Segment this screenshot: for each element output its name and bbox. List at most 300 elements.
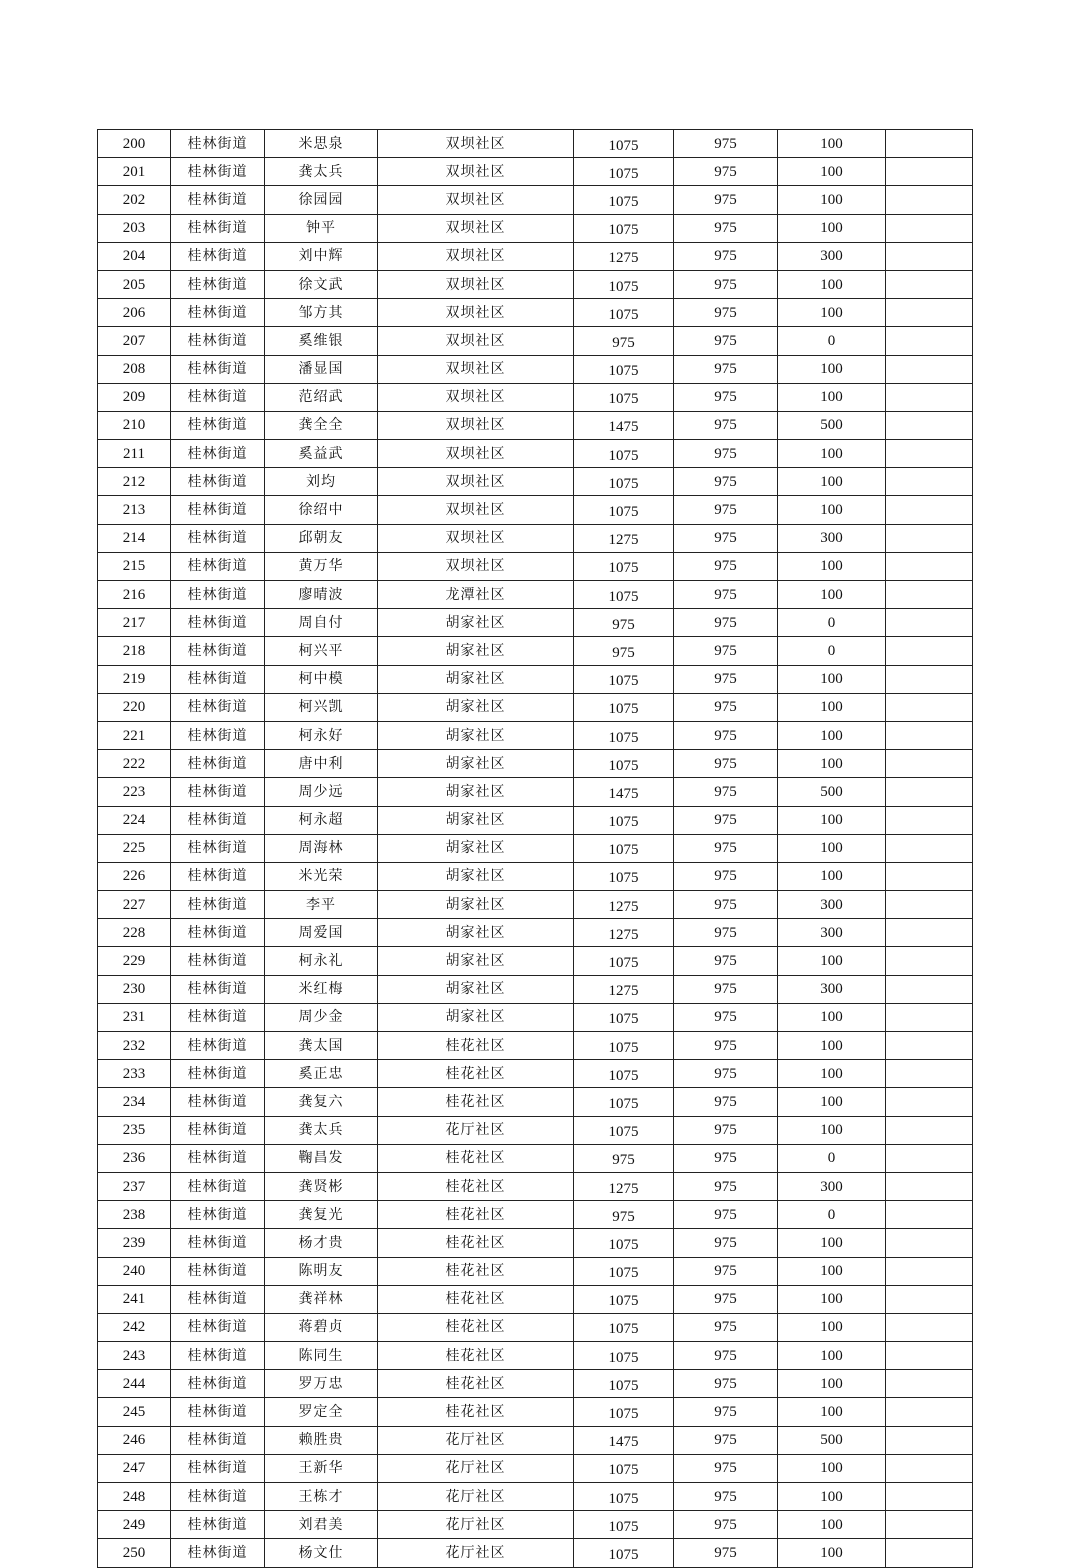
extra-amount-cell: 100 [778,721,886,749]
street-cell: 桂林街道 [171,581,265,609]
name-cell: 柯兴凯 [265,693,378,721]
base-amount-cell: 975 [674,355,778,383]
name-cell: 钟平 [265,214,378,242]
table-row [98,975,973,1003]
street-cell: 桂林街道 [171,383,265,411]
name-cell: 赖胜贵 [265,1426,378,1454]
street-cell: 桂林街道 [171,609,265,637]
remark-cell [886,806,973,834]
base-amount-cell: 975 [674,214,778,242]
community-cell: 桂花社区 [378,1370,574,1398]
street-cell: 桂林街道 [171,214,265,242]
remark-cell [886,440,973,468]
name-cell: 邹方其 [265,299,378,327]
community-cell: 胡家社区 [378,919,574,947]
total-amount-cell: 1075 [574,1285,674,1313]
total-amount-cell: 1075 [574,1257,674,1285]
table-row [98,299,973,327]
extra-amount-cell: 300 [778,242,886,270]
base-amount-cell: 975 [674,1426,778,1454]
street-cell: 桂林街道 [171,270,265,298]
table-row [98,862,973,890]
total-amount-cell: 1075 [574,1313,674,1341]
street-cell: 桂林街道 [171,186,265,214]
table-row [98,1201,973,1229]
street-cell: 桂林街道 [171,665,265,693]
remark-cell [886,327,973,355]
street-cell: 桂林街道 [171,1060,265,1088]
extra-amount-cell: 0 [778,637,886,665]
name-cell: 唐中利 [265,750,378,778]
total-amount-cell: 1075 [574,1483,674,1511]
table-row [98,693,973,721]
community-cell: 双坝社区 [378,158,574,186]
extra-amount-cell: 100 [778,1539,886,1567]
name-cell: 罗定全 [265,1398,378,1426]
street-cell: 桂林街道 [171,242,265,270]
table-row [98,130,973,158]
extra-amount-cell: 100 [778,1116,886,1144]
street-cell: 桂林街道 [171,1003,265,1031]
base-amount-cell: 975 [674,1370,778,1398]
remark-cell [886,411,973,439]
extra-amount-cell: 100 [778,1483,886,1511]
street-cell: 桂林街道 [171,1116,265,1144]
table-row [98,327,973,355]
community-cell: 桂花社区 [378,1172,574,1200]
remark-cell [886,862,973,890]
base-amount-cell: 975 [674,1172,778,1200]
base-amount-cell: 975 [674,637,778,665]
table-row [98,721,973,749]
total-amount-cell: 1275 [574,524,674,552]
remark-cell [886,214,973,242]
total-amount-cell: 1075 [574,299,674,327]
table-row [98,637,973,665]
total-amount-cell: 1075 [574,440,674,468]
street-cell: 桂林街道 [171,1511,265,1539]
row-index-cell: 208 [98,355,171,383]
community-cell: 双坝社区 [378,130,574,158]
row-index-cell: 238 [98,1201,171,1229]
extra-amount-cell: 100 [778,693,886,721]
base-amount-cell: 975 [674,975,778,1003]
total-amount-cell: 1475 [574,411,674,439]
table-row [98,1144,973,1172]
row-index-cell: 235 [98,1116,171,1144]
row-index-cell: 224 [98,806,171,834]
base-amount-cell: 975 [674,1398,778,1426]
row-index-cell: 228 [98,919,171,947]
total-amount-cell: 1075 [574,130,674,158]
remark-cell [886,130,973,158]
total-amount-cell: 1075 [574,158,674,186]
total-amount-cell: 1075 [574,383,674,411]
base-amount-cell: 975 [674,327,778,355]
street-cell: 桂林街道 [171,891,265,919]
total-amount-cell: 975 [574,1201,674,1229]
table-row [98,778,973,806]
table-row [98,242,973,270]
total-amount-cell: 1075 [574,806,674,834]
name-cell: 鞠昌发 [265,1144,378,1172]
remark-cell [886,1370,973,1398]
name-cell: 周少金 [265,1003,378,1031]
row-index-cell: 200 [98,130,171,158]
subsidy-table [97,129,973,1568]
name-cell: 徐绍中 [265,496,378,524]
remark-cell [886,1285,973,1313]
extra-amount-cell: 500 [778,411,886,439]
name-cell: 陈明友 [265,1257,378,1285]
extra-amount-cell: 100 [778,750,886,778]
community-cell: 胡家社区 [378,721,574,749]
total-amount-cell: 975 [574,637,674,665]
street-cell: 桂林街道 [171,750,265,778]
remark-cell [886,1032,973,1060]
row-index-cell: 210 [98,411,171,439]
name-cell: 刘君美 [265,1511,378,1539]
community-cell: 双坝社区 [378,411,574,439]
total-amount-cell: 1075 [574,1539,674,1567]
remark-cell [886,637,973,665]
row-index-cell: 241 [98,1285,171,1313]
base-amount-cell: 975 [674,1257,778,1285]
extra-amount-cell: 0 [778,1201,886,1229]
total-amount-cell: 1075 [574,862,674,890]
remark-cell [886,1483,973,1511]
table-row [98,581,973,609]
community-cell: 龙潭社区 [378,581,574,609]
base-amount-cell: 975 [674,468,778,496]
total-amount-cell: 1075 [574,270,674,298]
remark-cell [886,1172,973,1200]
extra-amount-cell: 100 [778,214,886,242]
community-cell: 花厅社区 [378,1426,574,1454]
name-cell: 罗万忠 [265,1370,378,1398]
extra-amount-cell: 300 [778,891,886,919]
name-cell: 范绍武 [265,383,378,411]
street-cell: 桂林街道 [171,1201,265,1229]
base-amount-cell: 975 [674,1201,778,1229]
base-amount-cell: 975 [674,242,778,270]
row-index-cell: 250 [98,1539,171,1567]
row-index-cell: 249 [98,1511,171,1539]
extra-amount-cell: 100 [778,1398,886,1426]
base-amount-cell: 975 [674,581,778,609]
extra-amount-cell: 300 [778,524,886,552]
extra-amount-cell: 100 [778,1313,886,1341]
total-amount-cell: 1075 [574,214,674,242]
name-cell: 龚复光 [265,1201,378,1229]
community-cell: 双坝社区 [378,440,574,468]
base-amount-cell: 975 [674,665,778,693]
street-cell: 桂林街道 [171,327,265,355]
extra-amount-cell: 100 [778,1285,886,1313]
community-cell: 双坝社区 [378,270,574,298]
base-amount-cell: 975 [674,806,778,834]
extra-amount-cell: 500 [778,1426,886,1454]
remark-cell [886,355,973,383]
table-row [98,1003,973,1031]
street-cell: 桂林街道 [171,862,265,890]
total-amount-cell: 1075 [574,665,674,693]
row-index-cell: 214 [98,524,171,552]
name-cell: 徐文武 [265,270,378,298]
extra-amount-cell: 300 [778,975,886,1003]
table-row [98,186,973,214]
remark-cell [886,975,973,1003]
community-cell: 胡家社区 [378,806,574,834]
base-amount-cell: 975 [674,270,778,298]
table-row [98,1060,973,1088]
base-amount-cell: 975 [674,721,778,749]
community-cell: 桂花社区 [378,1257,574,1285]
name-cell: 邱朝友 [265,524,378,552]
table-row [98,383,973,411]
total-amount-cell: 1075 [574,1116,674,1144]
community-cell: 胡家社区 [378,1003,574,1031]
table-row [98,1426,973,1454]
name-cell: 王栋才 [265,1483,378,1511]
table-row [98,270,973,298]
row-index-cell: 206 [98,299,171,327]
name-cell: 米光荣 [265,862,378,890]
table-row [98,1370,973,1398]
base-amount-cell: 975 [674,496,778,524]
community-cell: 胡家社区 [378,609,574,637]
table-row [98,1088,973,1116]
base-amount-cell: 975 [674,1511,778,1539]
row-index-cell: 244 [98,1370,171,1398]
extra-amount-cell: 100 [778,270,886,298]
row-index-cell: 226 [98,862,171,890]
base-amount-cell: 975 [674,1088,778,1116]
community-cell: 桂花社区 [378,1144,574,1172]
row-index-cell: 230 [98,975,171,1003]
extra-amount-cell: 0 [778,609,886,637]
base-amount-cell: 975 [674,1229,778,1257]
base-amount-cell: 975 [674,186,778,214]
table-row [98,1454,973,1482]
extra-amount-cell: 100 [778,947,886,975]
extra-amount-cell: 0 [778,1144,886,1172]
remark-cell [886,721,973,749]
street-cell: 桂林街道 [171,1426,265,1454]
community-cell: 胡家社区 [378,834,574,862]
name-cell: 奚正忠 [265,1060,378,1088]
total-amount-cell: 1075 [574,186,674,214]
name-cell: 龚祥林 [265,1285,378,1313]
table-row [98,806,973,834]
table-row [98,1483,973,1511]
name-cell: 柯永好 [265,721,378,749]
community-cell: 双坝社区 [378,214,574,242]
total-amount-cell: 1075 [574,1370,674,1398]
base-amount-cell: 975 [674,440,778,468]
row-index-cell: 204 [98,242,171,270]
base-amount-cell: 975 [674,552,778,580]
row-index-cell: 225 [98,834,171,862]
total-amount-cell: 1475 [574,1426,674,1454]
remark-cell [886,609,973,637]
community-cell: 胡家社区 [378,693,574,721]
extra-amount-cell: 100 [778,1257,886,1285]
name-cell: 奚益武 [265,440,378,468]
street-cell: 桂林街道 [171,440,265,468]
table-body [98,130,973,1568]
total-amount-cell: 1075 [574,1229,674,1257]
total-amount-cell: 1075 [574,552,674,580]
base-amount-cell: 975 [674,609,778,637]
total-amount-cell: 1075 [574,1342,674,1370]
street-cell: 桂林街道 [171,721,265,749]
name-cell: 龚复六 [265,1088,378,1116]
extra-amount-cell: 100 [778,1088,886,1116]
base-amount-cell: 975 [674,1144,778,1172]
total-amount-cell: 975 [574,609,674,637]
table-row [98,1342,973,1370]
extra-amount-cell: 300 [778,919,886,947]
table-row [98,919,973,947]
total-amount-cell: 1275 [574,919,674,947]
remark-cell [886,1511,973,1539]
base-amount-cell: 975 [674,862,778,890]
extra-amount-cell: 100 [778,806,886,834]
street-cell: 桂林街道 [171,919,265,947]
total-amount-cell: 1275 [574,891,674,919]
remark-cell [886,158,973,186]
extra-amount-cell: 100 [778,1229,886,1257]
community-cell: 桂花社区 [378,1088,574,1116]
remark-cell [886,581,973,609]
name-cell: 周海林 [265,834,378,862]
row-index-cell: 231 [98,1003,171,1031]
row-index-cell: 239 [98,1229,171,1257]
base-amount-cell: 975 [674,919,778,947]
extra-amount-cell: 100 [778,1032,886,1060]
remark-cell [886,1144,973,1172]
remark-cell [886,778,973,806]
community-cell: 桂花社区 [378,1032,574,1060]
table-row [98,1172,973,1200]
table-row [98,158,973,186]
row-index-cell: 242 [98,1313,171,1341]
name-cell: 柯永超 [265,806,378,834]
total-amount-cell: 1075 [574,750,674,778]
remark-cell [886,1003,973,1031]
community-cell: 胡家社区 [378,862,574,890]
base-amount-cell: 975 [674,1032,778,1060]
extra-amount-cell: 100 [778,1454,886,1482]
street-cell: 桂林街道 [171,1257,265,1285]
base-amount-cell: 975 [674,299,778,327]
base-amount-cell: 975 [674,750,778,778]
extra-amount-cell: 100 [778,581,886,609]
remark-cell [886,299,973,327]
street-cell: 桂林街道 [171,834,265,862]
total-amount-cell: 1075 [574,834,674,862]
total-amount-cell: 1075 [574,947,674,975]
name-cell: 廖晴波 [265,581,378,609]
row-index-cell: 209 [98,383,171,411]
total-amount-cell: 1075 [574,1003,674,1031]
row-index-cell: 212 [98,468,171,496]
extra-amount-cell: 0 [778,327,886,355]
remark-cell [886,1060,973,1088]
table-row [98,496,973,524]
table-row [98,1116,973,1144]
row-index-cell: 217 [98,609,171,637]
base-amount-cell: 975 [674,1454,778,1482]
total-amount-cell: 1075 [574,1060,674,1088]
base-amount-cell: 975 [674,1060,778,1088]
community-cell: 胡家社区 [378,750,574,778]
street-cell: 桂林街道 [171,299,265,327]
total-amount-cell: 1075 [574,1032,674,1060]
community-cell: 桂花社区 [378,1229,574,1257]
remark-cell [886,468,973,496]
name-cell: 陈同生 [265,1342,378,1370]
name-cell: 米思泉 [265,130,378,158]
community-cell: 桂花社区 [378,1060,574,1088]
remark-cell [886,693,973,721]
street-cell: 桂林街道 [171,1313,265,1341]
community-cell: 双坝社区 [378,242,574,270]
table-row [98,214,973,242]
community-cell: 桂花社区 [378,1342,574,1370]
row-index-cell: 207 [98,327,171,355]
base-amount-cell: 975 [674,1539,778,1567]
remark-cell [886,834,973,862]
table-row [98,1398,973,1426]
total-amount-cell: 1075 [574,355,674,383]
table-row [98,552,973,580]
name-cell: 黄万华 [265,552,378,580]
remark-cell [886,1342,973,1370]
extra-amount-cell: 100 [778,440,886,468]
name-cell: 王新华 [265,1454,378,1482]
name-cell: 龚太兵 [265,158,378,186]
total-amount-cell: 1075 [574,1398,674,1426]
remark-cell [886,496,973,524]
row-index-cell: 246 [98,1426,171,1454]
row-index-cell: 248 [98,1483,171,1511]
community-cell: 花厅社区 [378,1116,574,1144]
community-cell: 双坝社区 [378,186,574,214]
base-amount-cell: 975 [674,834,778,862]
street-cell: 桂林街道 [171,637,265,665]
table-row [98,1511,973,1539]
row-index-cell: 205 [98,270,171,298]
row-index-cell: 219 [98,665,171,693]
remark-cell [886,1229,973,1257]
name-cell: 刘均 [265,468,378,496]
street-cell: 桂林街道 [171,1398,265,1426]
street-cell: 桂林街道 [171,778,265,806]
street-cell: 桂林街道 [171,1454,265,1482]
extra-amount-cell: 500 [778,778,886,806]
name-cell: 龚太兵 [265,1116,378,1144]
community-cell: 胡家社区 [378,947,574,975]
community-cell: 双坝社区 [378,383,574,411]
name-cell: 杨文仕 [265,1539,378,1567]
name-cell: 潘显国 [265,355,378,383]
base-amount-cell: 975 [674,1313,778,1341]
total-amount-cell: 1475 [574,778,674,806]
name-cell: 奚维银 [265,327,378,355]
extra-amount-cell: 100 [778,496,886,524]
